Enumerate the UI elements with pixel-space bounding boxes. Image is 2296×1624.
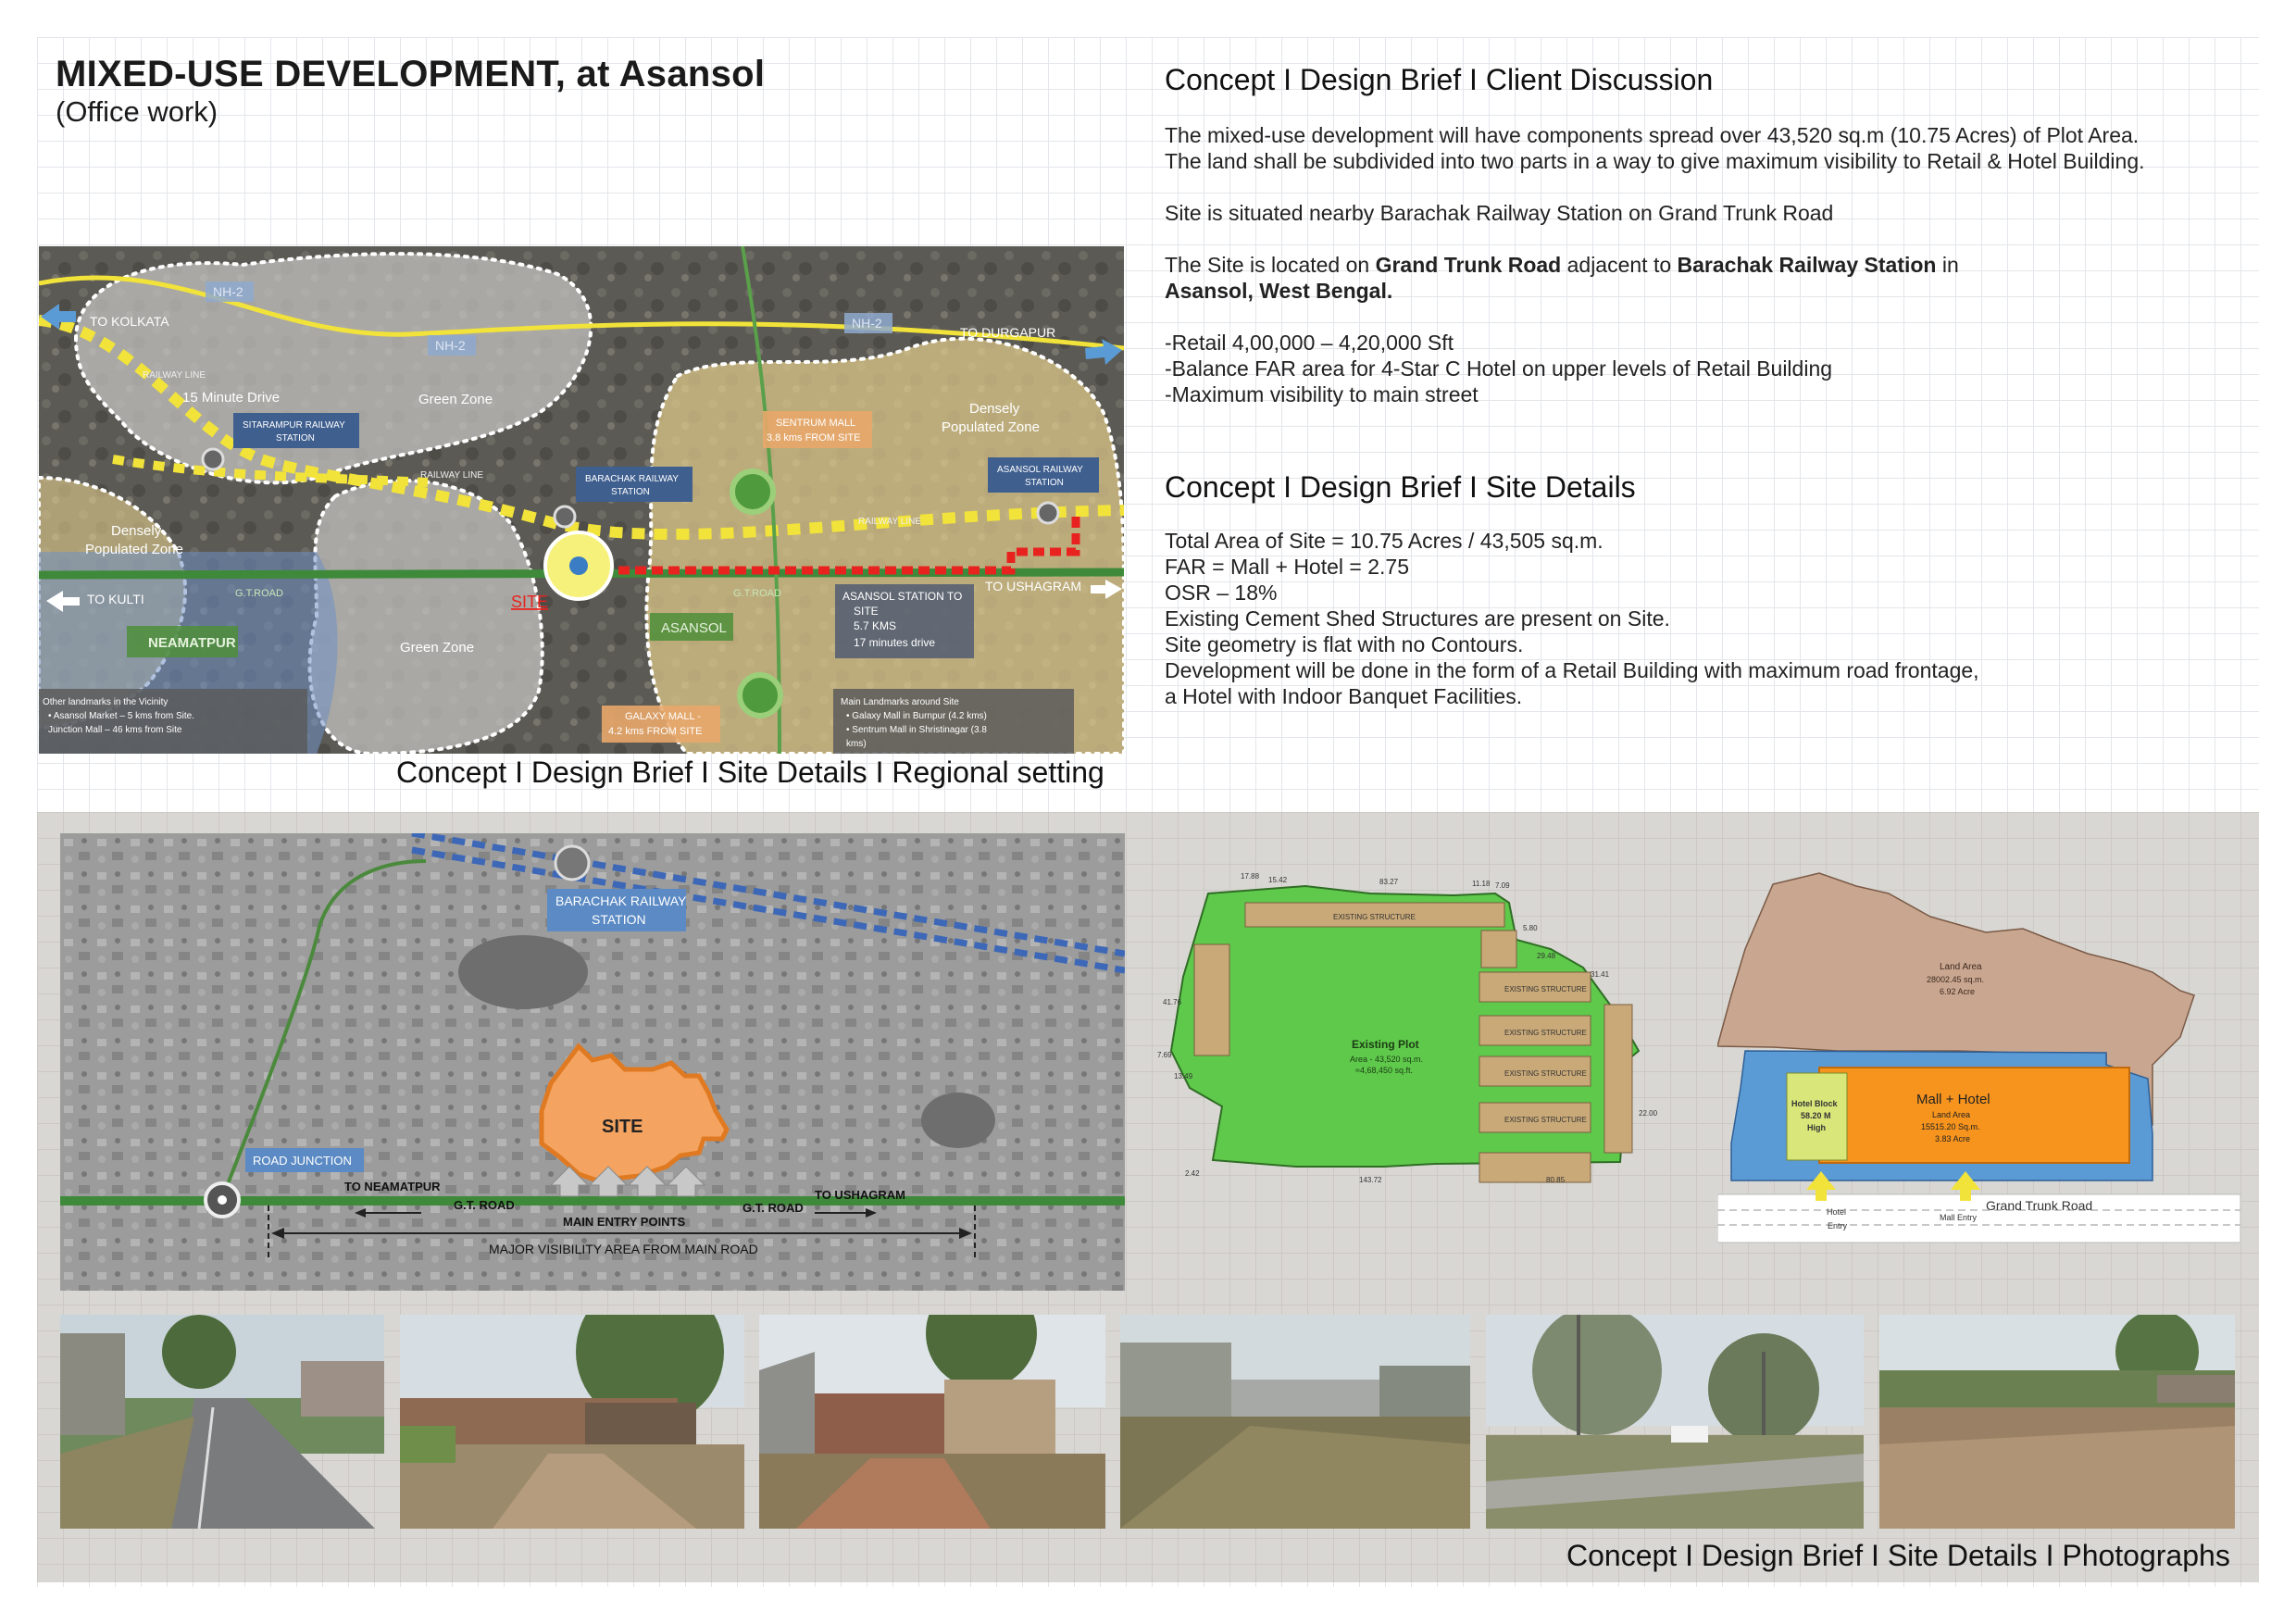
asansol-station-label: ASANSOL RAILWAY bbox=[997, 465, 1083, 475]
station-to-site-text: ASANSOL STATION TO bbox=[842, 590, 963, 603]
photographs-caption: Concept I Design Brief I Site Details I Photographs bbox=[1566, 1539, 2230, 1572]
hotel-block-label: Hotel Block bbox=[1791, 1099, 1838, 1108]
nh2-label: NH-2 bbox=[435, 338, 466, 353]
page-title: MIXED-USE DEVELOPMENT, at Asansol bbox=[56, 54, 766, 94]
mall-hotel-title: Mall + Hotel bbox=[1916, 1092, 1990, 1107]
site-label: SITE bbox=[511, 593, 549, 611]
site-photo-road bbox=[60, 1315, 384, 1529]
loc-road: Grand Trunk Road bbox=[1375, 253, 1562, 277]
other-landmarks-line: Junction Mall – 46 kms from Site bbox=[48, 725, 182, 735]
station-marker bbox=[555, 506, 575, 527]
plot-dimension: 143.72 bbox=[1359, 1176, 1382, 1184]
page-subtitle: (Office work) bbox=[56, 95, 218, 128]
station-marker bbox=[203, 449, 223, 469]
brief-bullet: -Maximum visibility to main street bbox=[1165, 382, 1479, 406]
site-detail-line: Existing Cement Shed Structures are present on Site. bbox=[1165, 606, 1670, 631]
grand-trunk-road-label: Grand Trunk Road bbox=[1986, 1198, 2093, 1213]
shed-label: EXISTING STRUCTURE bbox=[1504, 1029, 1587, 1037]
asansol-label: ASANSOL bbox=[661, 620, 727, 636]
green-zone-label: Green Zone bbox=[400, 640, 475, 656]
site-marker-core bbox=[569, 556, 588, 575]
sentrum-label: SENTRUM MALL bbox=[776, 418, 856, 429]
mall-hotel-block bbox=[1819, 1068, 2129, 1163]
site-label: SITE bbox=[602, 1117, 643, 1137]
shed-label: EXISTING STRUCTURE bbox=[1504, 1116, 1587, 1124]
hotel-entry-label: Hotel bbox=[1827, 1207, 1847, 1217]
site-details-text bbox=[1165, 528, 1979, 709]
site-photo-vacant-land bbox=[1879, 1315, 2235, 1529]
site-details-heading: Concept I Design Brief I Site Details bbox=[1165, 470, 1636, 504]
mall-area-acre: 3.83 Acre bbox=[1935, 1134, 1971, 1143]
railway-line-label: RAILWAY LINE bbox=[858, 517, 921, 527]
gt-road-label: G.T.ROAD bbox=[235, 588, 283, 599]
other-landmarks-line: Other landmarks in the Vicinity bbox=[43, 697, 168, 707]
land-area-title: Land Area bbox=[1940, 962, 1982, 972]
gt-road-label: G.T. ROAD bbox=[742, 1201, 804, 1215]
neamatpur-label: NEAMATPUR bbox=[148, 635, 236, 651]
sentrum-distance: 3.8 kms FROM SITE bbox=[767, 432, 861, 443]
existing-plot-area: Area - 43,520 sq.m. bbox=[1350, 1055, 1424, 1064]
brief-bullet: -Balance FAR area for 4-Star C Hotel on upper levels of Retail Building bbox=[1165, 356, 1833, 381]
galaxy-distance: 4.2 kms FROM SITE bbox=[608, 726, 703, 737]
shed-label: EXISTING STRUCTURE bbox=[1333, 913, 1416, 921]
other-landmarks-line: • Asansol Market – 5 kms from Site. bbox=[48, 711, 194, 721]
mall-area-label: Land Area bbox=[1932, 1110, 1971, 1119]
existing-plot-drawing bbox=[1157, 866, 1694, 1185]
plot-dimension: 31.41 bbox=[1591, 970, 1610, 979]
fifteen-minute-label: 15 Minute Drive bbox=[182, 390, 281, 406]
site-detail-line: Development will be done in the form of a Retail Building with maximum road frontage, bbox=[1165, 658, 1979, 682]
to-ushagram-label: TO USHAGRAM bbox=[985, 579, 1081, 593]
station-to-site-text: SITE bbox=[854, 605, 879, 618]
sitarampur-label-2: STATION bbox=[276, 433, 315, 443]
plot-dimension: 29.48 bbox=[1537, 952, 1556, 960]
barachak-label-2: STATION bbox=[611, 487, 650, 497]
regional-setting-map bbox=[39, 246, 1124, 754]
site-detail-line: OSR – 18% bbox=[1165, 581, 1278, 605]
plot-dimension: 5.80 bbox=[1523, 924, 1538, 932]
plot-dimension: 41.76 bbox=[1163, 998, 1182, 1006]
plot-dimension: 7.69 bbox=[1157, 1051, 1172, 1059]
brief-line-3: Site is situated nearby Barachak Railway Station on Grand Trunk Road bbox=[1165, 201, 1834, 225]
loc-city: Asansol, West Bengal. bbox=[1165, 279, 1393, 303]
main-entry-label: MAIN ENTRY POINTS bbox=[563, 1215, 686, 1229]
station-marker bbox=[1038, 503, 1058, 523]
mall-marker bbox=[732, 471, 773, 512]
location-city bbox=[1165, 278, 2145, 304]
visibility-label: MAJOR VISIBILITY AREA FROM MAIN ROAD bbox=[489, 1242, 758, 1256]
main-landmarks-line: kms) bbox=[846, 739, 867, 749]
plot-dimension: 2.42 bbox=[1185, 1169, 1200, 1178]
plot-dimension: 13.49 bbox=[1174, 1072, 1193, 1081]
railway-line-label: RAILWAY LINE bbox=[420, 470, 483, 481]
existing-shed bbox=[1479, 1153, 1591, 1182]
existing-plot-area-sqft: ≈4,68,450 sq.ft. bbox=[1355, 1066, 1413, 1075]
brief-line-2: The land shall be subdivided into two parts in a way to give maximum visibility to Retail & Hotel Building. bbox=[1165, 149, 2145, 173]
road-junction-label: ROAD JUNCTION bbox=[253, 1154, 352, 1168]
mall-entry-label: Mall Entry bbox=[1940, 1213, 1978, 1222]
junction-marker-core bbox=[218, 1195, 227, 1205]
plot-dimension: 15.42 bbox=[1268, 876, 1288, 884]
hotel-block-high: High bbox=[1807, 1123, 1826, 1132]
site-photo-sheds bbox=[759, 1315, 1105, 1529]
proposed-plan-drawing bbox=[1717, 866, 2240, 1259]
land-area-acre: 6.92 Acre bbox=[1940, 987, 1976, 996]
galaxy-label: GALAXY MALL - bbox=[625, 711, 701, 722]
pond bbox=[921, 1093, 995, 1148]
existing-shed bbox=[1194, 944, 1229, 1056]
station-marker bbox=[555, 846, 589, 880]
green-zone-south bbox=[310, 481, 543, 754]
client-discussion-text bbox=[1165, 122, 2145, 407]
nh2-label: NH-2 bbox=[213, 284, 243, 299]
barachak-label: BARACHAK RAILWAY bbox=[585, 474, 679, 484]
land-area-sqm: 28002.45 sq.m. bbox=[1927, 975, 1985, 984]
existing-shed bbox=[1604, 1005, 1632, 1153]
mall-area-sqm: 15515.20 Sq.m. bbox=[1921, 1122, 1980, 1131]
nh2-label: NH-2 bbox=[852, 316, 882, 331]
main-landmarks-line: • Galaxy Mall in Burnpur (4.2 kms) bbox=[846, 711, 987, 721]
hotel-entry-label-2: Entry bbox=[1828, 1221, 1848, 1230]
site-detail-line: FAR = Mall + Hotel = 2.75 bbox=[1165, 555, 1409, 579]
site-photo-trees bbox=[1486, 1315, 1864, 1529]
station-to-site-text: 5.7 KMS bbox=[854, 619, 897, 632]
site-photo-field bbox=[1120, 1315, 1470, 1529]
gt-road-label: G.T.ROAD bbox=[733, 588, 781, 599]
pond bbox=[458, 935, 588, 1009]
mall-marker bbox=[740, 675, 780, 716]
client-discussion-heading: Concept I Design Brief I Client Discussion bbox=[1165, 63, 1714, 96]
existing-shed bbox=[1481, 931, 1516, 968]
site-detail-line: Site geometry is flat with no Contours. bbox=[1165, 632, 1524, 656]
shed-label: EXISTING STRUCTURE bbox=[1504, 985, 1587, 993]
asansol-station-label-2: STATION bbox=[1025, 478, 1064, 488]
loc-station: Barachak Railway Station bbox=[1677, 253, 1937, 277]
hotel-block-height: 58.20 M bbox=[1801, 1111, 1831, 1120]
brief-bullet: -Retail 4,00,000 – 4,20,000 Sft bbox=[1165, 331, 1454, 355]
to-kolkata-label: TO KOLKATA bbox=[90, 314, 169, 329]
barachak-label-2: STATION bbox=[592, 912, 646, 927]
plot-dimension: 7.09 bbox=[1495, 881, 1510, 890]
loc-mid: adjacent to bbox=[1561, 253, 1678, 277]
shed-label: EXISTING STRUCTURE bbox=[1504, 1069, 1587, 1078]
site-photo-entrance bbox=[400, 1315, 744, 1529]
plot-dimension: 17.88 bbox=[1241, 872, 1260, 881]
brief-line-1: The mixed-use development will have components spread over 43,520 sq.m (10.75 Acres) of Plot Area. bbox=[1165, 123, 2140, 147]
gt-road-label: G.T. ROAD bbox=[454, 1198, 515, 1212]
plot-dimension: 83.27 bbox=[1379, 878, 1399, 886]
to-kulti-label: TO KULTI bbox=[87, 592, 144, 606]
to-ushagram-label: TO USHAGRAM bbox=[815, 1188, 905, 1202]
grand-trunk-road-strip bbox=[1717, 1194, 2240, 1243]
loc-in: in bbox=[1936, 253, 1959, 277]
regional-setting-caption: Concept I Design Brief I Site Details I Regional setting bbox=[396, 756, 1104, 789]
main-landmarks-line: • Sentrum Mall in Shristinagar (3.8 bbox=[846, 725, 987, 735]
sitarampur-label: SITARAMPUR RAILWAY bbox=[243, 420, 345, 431]
plot-dimension: 80.85 bbox=[1546, 1176, 1566, 1184]
green-zone-label: Green Zone bbox=[418, 392, 493, 407]
location-line bbox=[1165, 252, 2145, 278]
loc-prefix: The Site is located on bbox=[1165, 253, 1376, 277]
barachak-label: BARACHAK RAILWAY bbox=[555, 893, 687, 908]
to-neamatpur-label: TO NEAMATPUR bbox=[344, 1180, 441, 1193]
to-durgapur-label: TO DURGAPUR bbox=[960, 325, 1056, 340]
local-site-map bbox=[60, 833, 1125, 1291]
existing-plot-title: Existing Plot bbox=[1352, 1038, 1419, 1051]
site-detail-line: a Hotel with Indoor Banquet Facilities. bbox=[1165, 684, 1523, 708]
densely-label: Densely bbox=[111, 523, 162, 539]
populated-zone-label: Populated Zone bbox=[942, 419, 1040, 435]
main-landmarks-line: Main Landmarks around Site bbox=[841, 697, 959, 707]
station-to-site-text: 17 minutes drive bbox=[854, 636, 936, 649]
railway-line-label: RAILWAY LINE bbox=[143, 370, 206, 381]
densely-label: Densely bbox=[969, 401, 1020, 417]
populated-zone-label: Populated Zone bbox=[85, 542, 183, 557]
site-detail-line: Total Area of Site = 10.75 Acres / 43,505 sq.m. bbox=[1165, 529, 1603, 553]
plot-dimension: 11.18 bbox=[1472, 880, 1491, 888]
plot-dimension: 22.00 bbox=[1639, 1109, 1658, 1118]
